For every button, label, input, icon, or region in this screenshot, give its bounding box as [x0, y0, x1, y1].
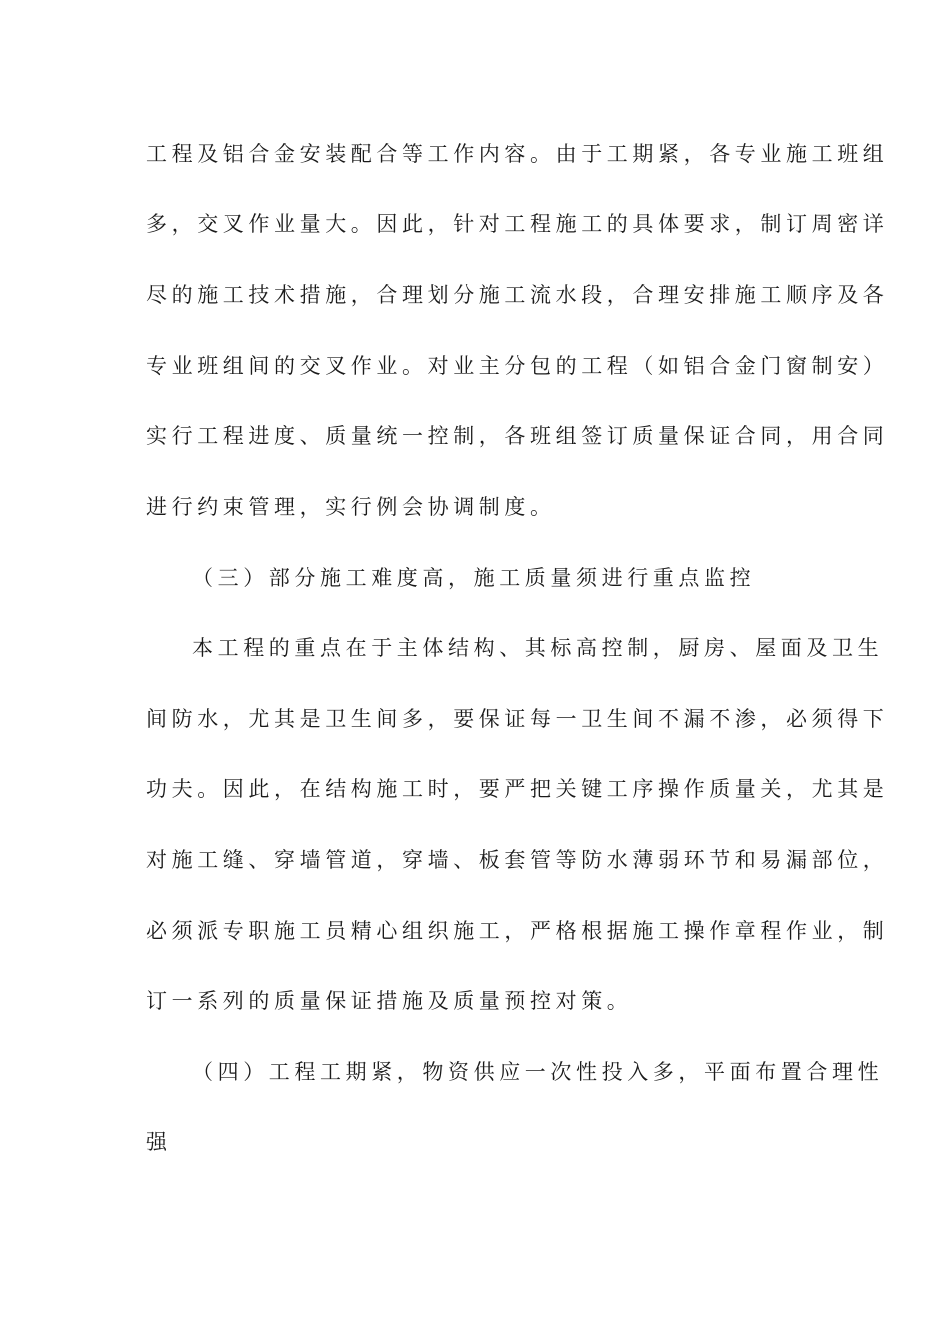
section-heading-4-continuation: 强	[146, 1130, 172, 1154]
paragraph-line: 尽的施工技术措施，合理划分施工流水段，合理安排施工顺序及各	[146, 283, 889, 307]
paragraph-line: 工程及铝合金安装配合等工作内容。由于工期紧，各专业施工班组	[146, 142, 889, 166]
paragraph-line: 实行工程进度、质量统一控制，各班组签订质量保证合同，用合同	[146, 424, 889, 448]
paragraph-line: 订一系列的质量保证措施及质量预控对策。	[146, 989, 633, 1013]
section-heading-3: （三）部分施工难度高，施工质量须进行重点监控	[192, 566, 756, 590]
paragraph-line: 功夫。因此，在结构施工时，要严把关键工序操作质量关，尤其是	[146, 777, 889, 801]
section-heading-4: （四）工程工期紧，物资供应一次性投入多，平面布置合理性	[192, 1060, 884, 1084]
paragraph-line: 专业班组间的交叉作业。对业主分包的工程（如铝合金门窗制安）	[146, 354, 889, 378]
paragraph-line: 进行约束管理，实行例会协调制度。	[146, 495, 556, 519]
paragraph-line: 多，交叉作业量大。因此，针对工程施工的具体要求，制订周密详	[146, 212, 889, 236]
paragraph-line: 本工程的重点在于主体结构、其标高控制，厨房、屋面及卫生	[192, 636, 884, 660]
paragraph-line: 间防水，尤其是卫生间多，要保证每一卫生间不漏不渗，必须得下	[146, 707, 889, 731]
paragraph-line: 对施工缝、穿墙管道，穿墙、板套管等防水薄弱环节和易漏部位，	[146, 848, 889, 872]
paragraph-line: 必须派专职施工员精心组织施工，严格根据施工操作章程作业，制	[146, 919, 889, 943]
